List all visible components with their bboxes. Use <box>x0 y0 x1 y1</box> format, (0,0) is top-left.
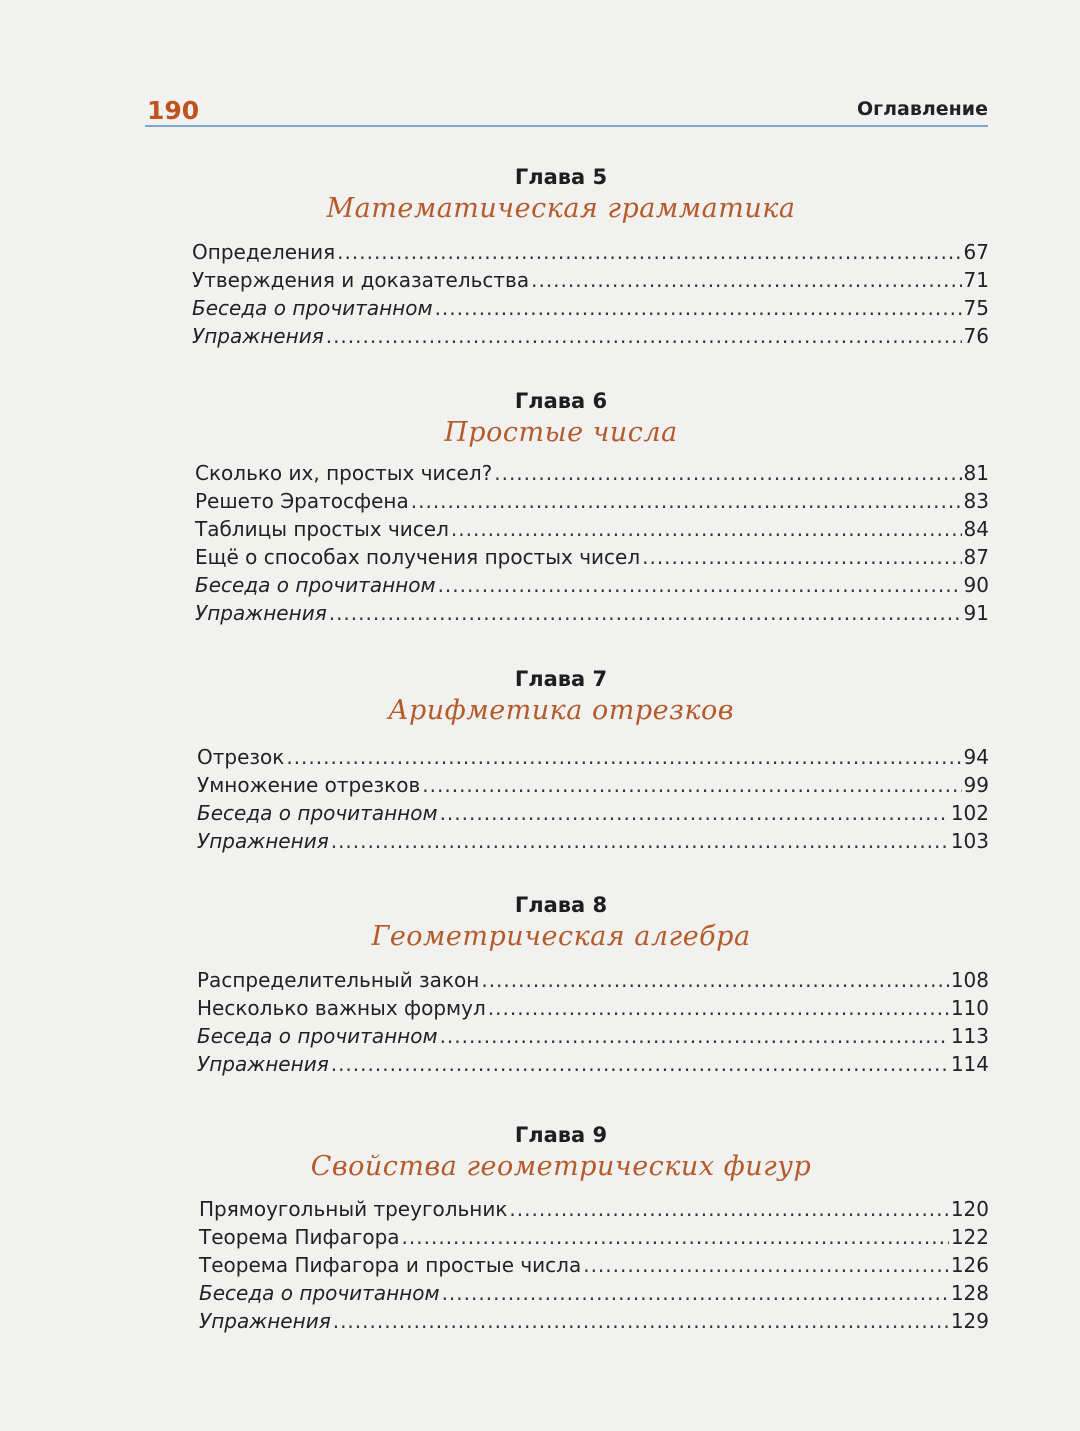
toc-entry[interactable] <box>195 515 989 543</box>
entry-page: 87 <box>963 545 989 569</box>
dot-leader <box>442 1279 949 1307</box>
entry-page: 94 <box>963 745 989 769</box>
chapter-label: Глава 8 <box>514 893 608 917</box>
toc-entry[interactable] <box>199 1251 989 1279</box>
chapter-title: Простые числа <box>444 417 678 448</box>
toc-entry[interactable] <box>197 1022 989 1050</box>
dot-leader <box>331 1050 949 1078</box>
chapter-title: Геометрическая алгебра <box>371 921 751 952</box>
entry-title: Отрезок <box>197 745 285 769</box>
dot-leader <box>440 799 949 827</box>
entry-title: Прямоугольный треугольник <box>199 1197 508 1221</box>
entry-title: Сколько их, простых чисел? <box>195 461 493 485</box>
toc-entry[interactable] <box>197 966 989 994</box>
entry-page: 113 <box>950 1024 989 1048</box>
toc-entry[interactable] <box>192 238 989 266</box>
entry-page: 90 <box>963 573 989 597</box>
entry-title: Упражнения <box>195 601 327 625</box>
page-header <box>145 96 988 128</box>
chapter-label: Глава 7 <box>514 667 608 691</box>
toc-entry[interactable] <box>197 1050 989 1078</box>
dot-leader <box>583 1251 949 1279</box>
toc-entry[interactable] <box>192 294 989 322</box>
entry-page: 81 <box>963 461 989 485</box>
entry-page: 108 <box>950 968 989 992</box>
entry-page: 114 <box>950 1052 989 1076</box>
chapter-label: Глава 6 <box>514 389 608 413</box>
entry-title: Беседа о прочитанном <box>192 296 433 320</box>
chapter-6-heading <box>0 386 1080 450</box>
entry-title: Определения <box>192 240 336 264</box>
dot-leader <box>286 743 961 771</box>
entry-title: Беседа о прочитанном <box>197 801 438 825</box>
toc-entry[interactable] <box>199 1223 989 1251</box>
dot-leader <box>642 543 961 571</box>
chapter-9-heading <box>0 1120 1080 1184</box>
dot-leader <box>422 771 961 799</box>
entry-title: Таблицы простых чисел <box>195 517 449 541</box>
entry-title: Беседа о прочитанном <box>197 1024 438 1048</box>
toc-entry[interactable] <box>192 266 989 294</box>
toc-entry[interactable] <box>192 322 989 350</box>
chapter-label: Глава 9 <box>514 1123 608 1147</box>
toc-entry[interactable] <box>199 1307 989 1335</box>
entry-page: 129 <box>950 1309 989 1333</box>
toc-entry[interactable] <box>195 571 989 599</box>
entry-page: 128 <box>950 1281 989 1305</box>
entry-page: 102 <box>950 801 989 825</box>
entry-page: 120 <box>950 1197 989 1221</box>
toc-entry[interactable] <box>195 459 989 487</box>
chapter-8-heading <box>0 890 1080 954</box>
entry-page: 126 <box>950 1253 989 1277</box>
entry-page: 76 <box>963 324 989 348</box>
chapter-title: Свойства геометрических фигур <box>310 1151 812 1182</box>
dot-leader <box>435 294 962 322</box>
entry-page: 67 <box>963 240 989 264</box>
toc-entry[interactable] <box>199 1279 989 1307</box>
dot-leader <box>333 1307 949 1335</box>
dot-leader <box>331 827 949 855</box>
header-title: Оглавление <box>857 98 988 120</box>
chapter-title: Математическая грамматика <box>326 193 796 224</box>
toc-entry[interactable] <box>195 487 989 515</box>
entry-title: Упражнения <box>197 829 329 853</box>
dot-leader <box>488 994 949 1022</box>
chapter-5-heading <box>0 162 1080 226</box>
dot-leader <box>481 966 948 994</box>
entry-title: Упражнения <box>197 1052 329 1076</box>
dot-leader <box>440 1022 949 1050</box>
entry-page: 103 <box>950 829 989 853</box>
dot-leader <box>329 599 962 627</box>
entry-page: 110 <box>950 996 989 1020</box>
toc-entry[interactable] <box>197 743 989 771</box>
header-rule <box>145 125 988 127</box>
chapter-label: Глава 5 <box>514 165 608 189</box>
entry-title: Теорема Пифагора и простые числа <box>199 1253 582 1277</box>
toc-entry[interactable] <box>195 543 989 571</box>
page-number: 190 <box>147 96 200 125</box>
entry-title: Теорема Пифагора <box>199 1225 400 1249</box>
entry-title: Беседа о прочитанном <box>199 1281 440 1305</box>
entry-page: 71 <box>963 268 989 292</box>
entry-page: 84 <box>963 517 989 541</box>
dot-leader <box>509 1195 948 1223</box>
entry-page: 122 <box>950 1225 989 1249</box>
dot-leader <box>438 571 962 599</box>
toc-entry[interactable] <box>197 799 989 827</box>
entry-page: 99 <box>963 773 989 797</box>
dot-leader <box>531 266 961 294</box>
entry-title: Несколько важных формул <box>197 996 486 1020</box>
dot-leader <box>411 487 962 515</box>
toc-entry[interactable] <box>197 827 989 855</box>
toc-entry[interactable] <box>197 771 989 799</box>
toc-entry[interactable] <box>199 1195 989 1223</box>
entry-title: Умножение отрезков <box>197 773 421 797</box>
dot-leader <box>451 515 962 543</box>
entry-title: Распределительный закон <box>197 968 480 992</box>
entry-title: Беседа о прочитанном <box>195 573 436 597</box>
entry-page: 75 <box>963 296 989 320</box>
chapter-7-heading <box>0 664 1080 728</box>
toc-entry[interactable] <box>195 599 989 627</box>
entry-title: Упражнения <box>192 324 324 348</box>
dot-leader <box>337 238 961 266</box>
entry-page: 83 <box>963 489 989 513</box>
chapter-title: Арифметика отрезков <box>388 695 734 726</box>
entry-title: Упражнения <box>199 1309 331 1333</box>
entry-page: 91 <box>963 601 989 625</box>
dot-leader <box>494 459 961 487</box>
entry-title: Решето Эратосфена <box>195 489 409 513</box>
toc-entry[interactable] <box>197 994 989 1022</box>
entry-title: Утверждения и доказательства <box>192 268 530 292</box>
dot-leader <box>402 1223 949 1251</box>
dot-leader <box>326 322 962 350</box>
entry-title: Ещё о способах получения простых чисел <box>195 545 641 569</box>
